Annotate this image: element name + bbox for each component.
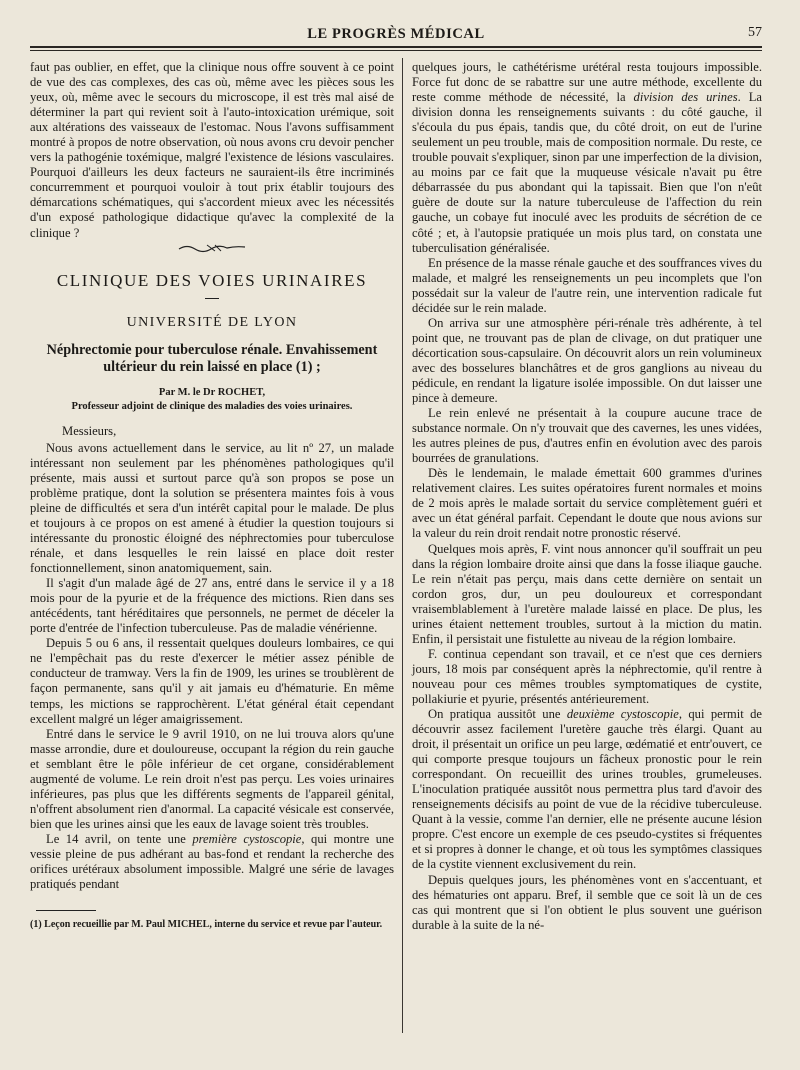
footnote: (1) Leçon recueillie par M. Paul MICHEL, interne du service et revue par l'auteur. [30,919,383,931]
body-paragraph: Quelques mois après, F. vint nous annoncer qu'il souffrait un peu dans la région lombaire droite ainsi que dans la fosse iliaque gauche. Le rein n'était pas perçu, mais dans cette dernière on sentait un cordon gros, dur, un peu douloureux et correspondant vraisemblablement à l'uretère malade laissé en place. De plus, les urines étaient nettement troubles, surtout à la miction du matin. Enfin, il persistait une fistulette au niveau de la région lombaire. [412,541,762,646]
author-byline: Par M. le Dr ROCHET, [158,386,266,398]
body-paragraph: Entré dans le service le 9 avril 1910, on ne lui trouva alors qu'une masse arrondie, dure et douloureuse, occupant la région du rein gauche et semblant être le pôle inférieur de cet organe, considérablement augmenté de volume. Le rein droit n'est pas perçu. Les voies urinaires inférieures, pas plus que les différents segments de l'appareil génital, n'offrent absolument rien d'anormal. La capacité vésicale est conservée, bien que les urines ainsi que les eaux de lavage soient très troubles. [30,726,394,831]
body-paragraph: Il s'agit d'un malade âgé de 27 ans, entré dans le service il y a 18 mois pour de la pyurie et de la fréquence des mictions. Rien dans ses antécédents, tant héréditaires que personnels, ne permet de déceler la porte d'entrée de l'infection tuberculeuse. Pas de maladie vénérienne. [30,576,394,636]
body-paragraph: Dès le lendemain, le malade émettait 600 grammes d'urines relativement claires. Les suites opératoires furent normales et moins de 2 mois après le malade sortait du service complètement guéri et avec un état général parfait. Cependant le doute que nous avions sur la valeur du rein droit rendait notre pronostic réservé. [412,466,762,541]
body-paragraph: Depuis quelques jours, les phénomènes vont en s'accentuant, et des hématuries ont apparu. Bref, il semble que ce soit là un de ces cas qui montrent que si l'on obtient le plus souvent une guérison durable à la suite de la né- [412,872,762,932]
page-number: 57 [748,25,762,40]
body-paragraph: En présence de la masse rénale gauche et des souffrances vives du malade, et malgré les renseignements un peu incomplets que l'on possédait sur la valeur de l'autre rein, une intervention radicale fut décidée sur le rein malade. [412,255,762,315]
university-name: UNIVERSITÉ DE LYON [126,314,298,330]
salutation: Messieurs, [62,423,117,438]
body-paragraph: Le rein enlevé ne présentait à la coupure aucune trace de substance normale. On n'y trouvait que des cavernes, les unes vidées, les autres pleines de pus, d'autres enfin en évolution avec des parois bourrées de granulations. [412,406,762,466]
body-paragraph: On pratiqua aussitôt une deuxième cystoscopie, qui permit de découvrir assez facilement l'uretère gauche très élargi. Quant au droit, il présentait un orifice un peu large, œdématié et entr'ouvert, ce qui comporte presque toujours un fâcheux pronostic pour le rein correspondant. On recueillit des urines troubles, grumeleuses. L'inoculation pratiquée aussitôt nous permettra plus tard d'avoir des renseignements décisifs au point de vue de la récidive tuberculeuse. Quant à la vessie, comme l'an dernier, elle ne présente aucune lésion propre. C'est encore un exemple de ces pseudo-cystites si fréquentes et si propres à donner le change, et où tous les symptômes classiques de la cystite viennent exclusivement du rein. [412,707,762,872]
ornamental-swash [30,243,394,257]
left-column [30,60,394,931]
footnote-rule [36,910,96,911]
author-affiliation: Professeur adjoint de clinique des maladies des voies urinaires. [71,400,353,412]
body-paragraph: On arriva sur une atmosphère péri-rénale très adhérente, à tel point que, ne trouvant pas de plan de clivage, on dut pratiquer une décortication sous-capsulaire. On découvrit alors un rein volumineux avec des bosselures blanchâtres et de gros ganglions au niveau du pédicule, en rendant la ligature isolée impossible. On dut laisser une pince à demeure. [412,315,762,406]
journal-title: LE PROGRÈS MÉDICAL [307,25,485,42]
body-paragraph: quelques jours, le cathétérisme urétéral resta toujours impossible. Force fut donc de se rabattre sur une autre méthode, excellente du reste comme méthode de nécessité, la division des urines. La division donna les renseignements suivants : du côté gauche, il s'écoula du pus épais, tandis que, du côté droit, on eut de l'urine seulement un peu trouble, mais de composition normale. Du reste, ce trouble pouvait s'expliquer, sinon par une imperfection de la division, au moins par ce fait que la muqueuse vésicale n'avait pu être débarrassée du pus abondant qui la tapissait. Bien que l'on n'eût guère de doute sur la nature tuberculeuse de l'affection du rein gauche, un cobaye fut inoculé avec les produits de sécrétion de ce côté ; et, à l'autopsie pratiquée un mois plus tard, on constata une tuberculisation généralisée. [412,60,762,255]
column-divider [402,58,403,1033]
right-column [412,60,762,933]
carryover-paragraph: faut pas oublier, en effet, que la clinique nous offre souvent à ce point de vue des cas complexes, des cas où, même avec les pièces sous les yeux, où, même avec le secours du microscope, il est très mal aisé de déterminer la part qui revient soit à l'auto-intoxication urémique, soit aux altérations des vaisseaux de l'estomac. Nous l'avons suffisamment montré à propos de notre observation, où nous avons cru devoir pencher vers la pathogénie toxémique, malgré l'existence de lésions vasculaires. Pourquoi d'ailleurs les deux facteurs ne sauraient-ils être incriminés concurremment et pourquoi vouloir à tout prix établir toujours des démarcations schématiques, qui s'accordent mieux avec les nécessités d'un exposé pathologique didactique qu'avec la complexité de la clinique ? [30,60,394,240]
section-rule [205,298,219,299]
body-paragraph: Le 14 avril, on tente une première cystoscopie, qui montre une vessie pleine de pus adhérant au bas-fond et rendant la recherche des orifices urétéraux absolument impossible. Malgré une série de lavages pratiqués pendant [30,831,394,892]
article-title: Néphrectomie pour tuberculose rénale. Envahissement ultérieur du rein laissé en place (1) ; [46,341,378,375]
swash-ornament-icon [177,243,247,253]
header-rule-thin [30,50,762,51]
header-rule [30,46,762,48]
body-paragraph: Nous avons actuellement dans le service, au lit nº 27, un malade intéressant non seulement par les phénomènes pathologiques qu'il présente, mais aussi et surtout parce qu'à son propos se pose un problème pratique, dont la solution se présentera maintes fois à vous pleine de difficultés et sera d'un intérêt capital pour le malade. De plus et toujours à ce propos on est amené à étudier la question toujours si intéressante du pronostic éloigné des néphrectomies pour tuberculose rénale, et dans lesquelles le rein laissé en place doit rester fonctionnellement, sinon anatomiquement, sain. [30,440,394,576]
body-paragraph: F. continua cependant son travail, et ce n'est que ces derniers jours, 18 mois par conséquent après la néphrectomie, qu'il rentre à nouveau pour ces mêmes troubles symptomatiques de cystite, pollakiurie et pyurie, présentés antérieurement. [412,646,762,706]
body-paragraph: Depuis 5 ou 6 ans, il ressentait quelques douleurs lombaires, ce qui ne l'empêchait pas du reste d'exercer le métier assez pénible de conducteur de tramway. Vers la fin de 1909, les urines se troublèrent de façon permanente, sans qu'il y ait jamais eu d'hématurie. En même temps, les mictions se rapprochèrent. L'état général était cependant excellent malgré un léger amaigrissement. [30,636,394,726]
section-title: CLINIQUE DES VOIES URINAIRES [56,270,368,290]
running-header [30,22,762,46]
